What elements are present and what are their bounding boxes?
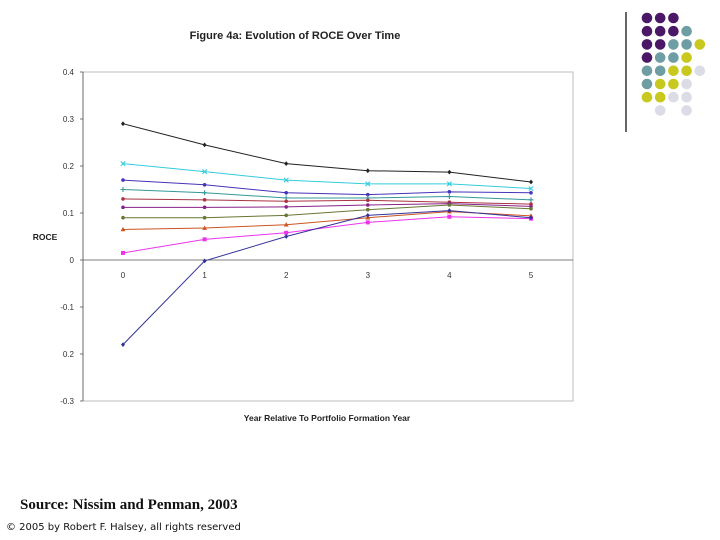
decorative-dot — [655, 26, 666, 37]
x-tick-label: 3 — [365, 271, 371, 280]
y-tick-label: 0.2 — [62, 350, 74, 359]
decorative-dot — [668, 92, 679, 103]
decorative-dot — [642, 66, 653, 77]
decorative-dot — [668, 52, 679, 63]
decorative-dot — [642, 13, 653, 24]
decorative-dot — [668, 39, 679, 50]
decorative-dot — [668, 79, 679, 90]
x-tick-label: 5 — [528, 271, 534, 280]
decorative-dot — [655, 39, 666, 50]
x-axis-label: Year Relative To Portfolio Formation Year — [243, 413, 411, 423]
decorative-dot — [668, 26, 679, 37]
decorative-dot — [681, 105, 692, 116]
y-axis-label: ROCE — [32, 232, 58, 242]
decorative-dot — [655, 79, 666, 90]
y-tick-label: -0.3 — [60, 397, 74, 406]
decorative-dot — [655, 13, 666, 24]
decorative-dot — [642, 26, 653, 37]
decorative-dot — [642, 52, 653, 63]
decorative-dot — [642, 79, 653, 90]
x-tick-label: 1 — [202, 271, 207, 280]
decorative-dot — [655, 52, 666, 63]
y-tick-label: 0.2 — [62, 162, 74, 171]
x-tick-label: 4 — [447, 271, 452, 280]
decorative-dot — [681, 39, 692, 50]
decorative-dot — [642, 92, 653, 103]
y-tick-label: -0.1 — [60, 303, 74, 312]
decorative-dot — [668, 66, 679, 77]
decorative-dot — [655, 105, 666, 116]
decorative-dot — [655, 66, 666, 77]
decorative-dot — [681, 66, 692, 77]
decorative-dot — [655, 92, 666, 103]
y-tick-label: 0.4 — [62, 68, 74, 77]
y-tick-label: 0.3 — [62, 115, 74, 124]
source-citation: Source: Nissim and Penman, 2003 — [20, 497, 238, 513]
decorative-dot — [642, 39, 653, 50]
decorative-dot — [695, 66, 706, 77]
decorative-dot — [681, 79, 692, 90]
x-tick-label: 2 — [283, 271, 289, 280]
decorative-dot — [681, 26, 692, 37]
copyright-notice: © 2005 by Robert F. Halsey, all rights reserved — [6, 522, 241, 533]
y-tick-label: 0.1 — [62, 209, 74, 218]
decorative-dot — [668, 13, 679, 24]
decorative-dot — [695, 39, 706, 50]
decorative-dot — [681, 92, 692, 103]
y-tick-label: 0 — [69, 256, 74, 265]
decorative-dot — [681, 52, 692, 63]
x-tick-label: 0 — [120, 271, 126, 280]
chart-title: Figure 4a: Evolution of ROCE Over Time — [189, 30, 401, 42]
